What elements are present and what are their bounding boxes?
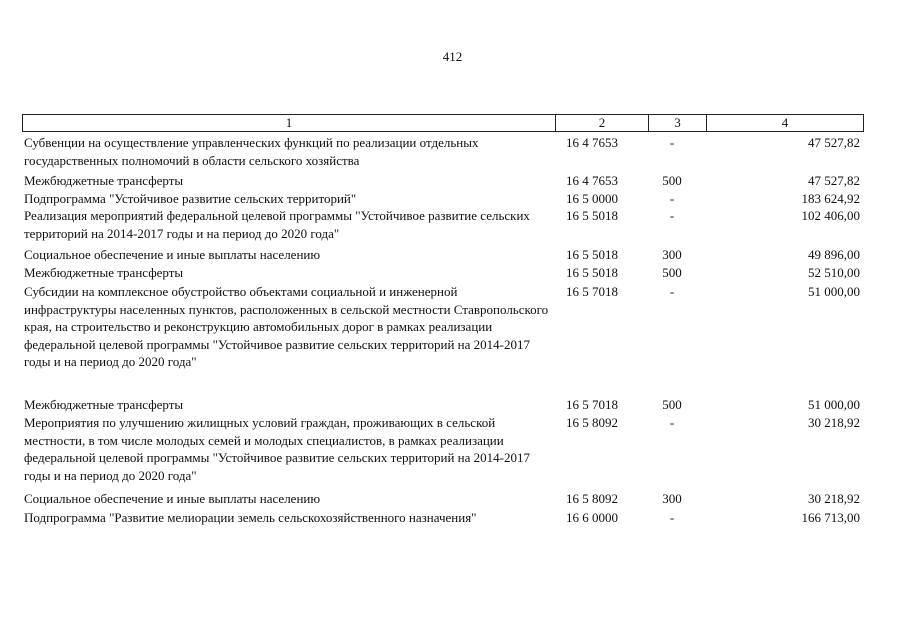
- row-type: 500: [662, 397, 682, 412]
- row-name: Подпрограмма "Устойчивое развитие сельских территорий": [24, 191, 357, 206]
- row-code: 16 5 8092: [566, 491, 618, 506]
- row-code: 16 5 7018: [566, 397, 618, 412]
- row-code: 16 6 0000: [566, 510, 618, 525]
- row-name: Мероприятия по улучшению жилищных условий граждан, проживающих в сельской местности, в том числе молодых семей и молодых специалистов, в рамках реализации федеральной целевой программы "Устойчивое развитие сельских территорий на 2014-2017 годы и на период до 2020 года": [24, 415, 530, 483]
- row-type: 500: [662, 265, 682, 280]
- row-code: 16 5 8092: [566, 415, 618, 430]
- row-code: 16 5 7018: [566, 284, 618, 299]
- row-code: 16 5 0000: [566, 191, 618, 206]
- row-name: Межбюджетные трансферты: [24, 265, 184, 280]
- row-name: Субсидии на комплексное обустройство объектами социальной и инженерной инфраструктуры населенных пунктов, расположенных в сельской местности Ставропольского края, на строительство и реконструкцию автомобильных дорог в рамках реализации федеральной целевой программы "Устойчивое развитие сельских территорий на 2014-2017 годы и на период до 2020 года": [24, 284, 549, 369]
- row-sum: 49 896,00: [808, 247, 860, 262]
- row-name: Социальное обеспечение и иные выплаты населению: [24, 491, 321, 506]
- table-header: [22, 114, 864, 132]
- row-type: 500: [662, 173, 682, 188]
- header-col-1: 1: [23, 115, 556, 131]
- row-type: 300: [662, 491, 682, 506]
- row-sum: 47 527,82: [808, 173, 860, 188]
- row-sum: 51 000,00: [808, 284, 860, 299]
- row-sum: 183 624,92: [801, 191, 860, 206]
- row-code: 16 5 5018: [566, 265, 618, 280]
- header-col-3: 3: [649, 115, 707, 131]
- header-col-2: 2: [556, 115, 649, 131]
- row-type: -: [669, 415, 675, 430]
- row-code: 16 5 5018: [566, 247, 618, 262]
- row-sum: 30 218,92: [808, 415, 860, 430]
- row-code: 16 4 7653: [566, 173, 618, 188]
- header-col-4: 4: [781, 115, 789, 130]
- row-type: -: [669, 284, 675, 299]
- row-sum: 102 406,00: [801, 208, 860, 223]
- row-sum: 47 527,82: [808, 135, 860, 150]
- row-name: Межбюджетные трансферты: [24, 173, 184, 188]
- row-name: Реализация мероприятий федеральной целевой программы "Устойчивое развитие сельских территорий на 2014-2017 годы и на период до 2020 года": [24, 208, 530, 241]
- row-name: Межбюджетные трансферты: [24, 397, 184, 412]
- row-sum: 51 000,00: [808, 397, 860, 412]
- row-type: 300: [662, 247, 682, 262]
- row-name: Социальное обеспечение и иные выплаты населению: [24, 247, 321, 262]
- row-sum: 166 713,00: [801, 510, 860, 525]
- row-type: -: [669, 510, 675, 525]
- row-sum: 52 510,00: [808, 265, 860, 280]
- row-name: Субвенции на осуществление управленческих функций по реализации отдельных государственных полномочий в области сельского хозяйства: [24, 135, 479, 168]
- row-code: 16 5 5018: [566, 208, 618, 223]
- row-sum: 30 218,92: [808, 491, 860, 506]
- row-type: -: [669, 191, 675, 206]
- page-number: 412: [442, 49, 463, 64]
- row-type: -: [669, 208, 675, 223]
- row-name: Подпрограмма "Развитие мелиорации земель сельскохозяйственного назначения": [24, 510, 477, 525]
- row-type: -: [669, 135, 675, 150]
- row-code: 16 4 7653: [566, 135, 618, 150]
